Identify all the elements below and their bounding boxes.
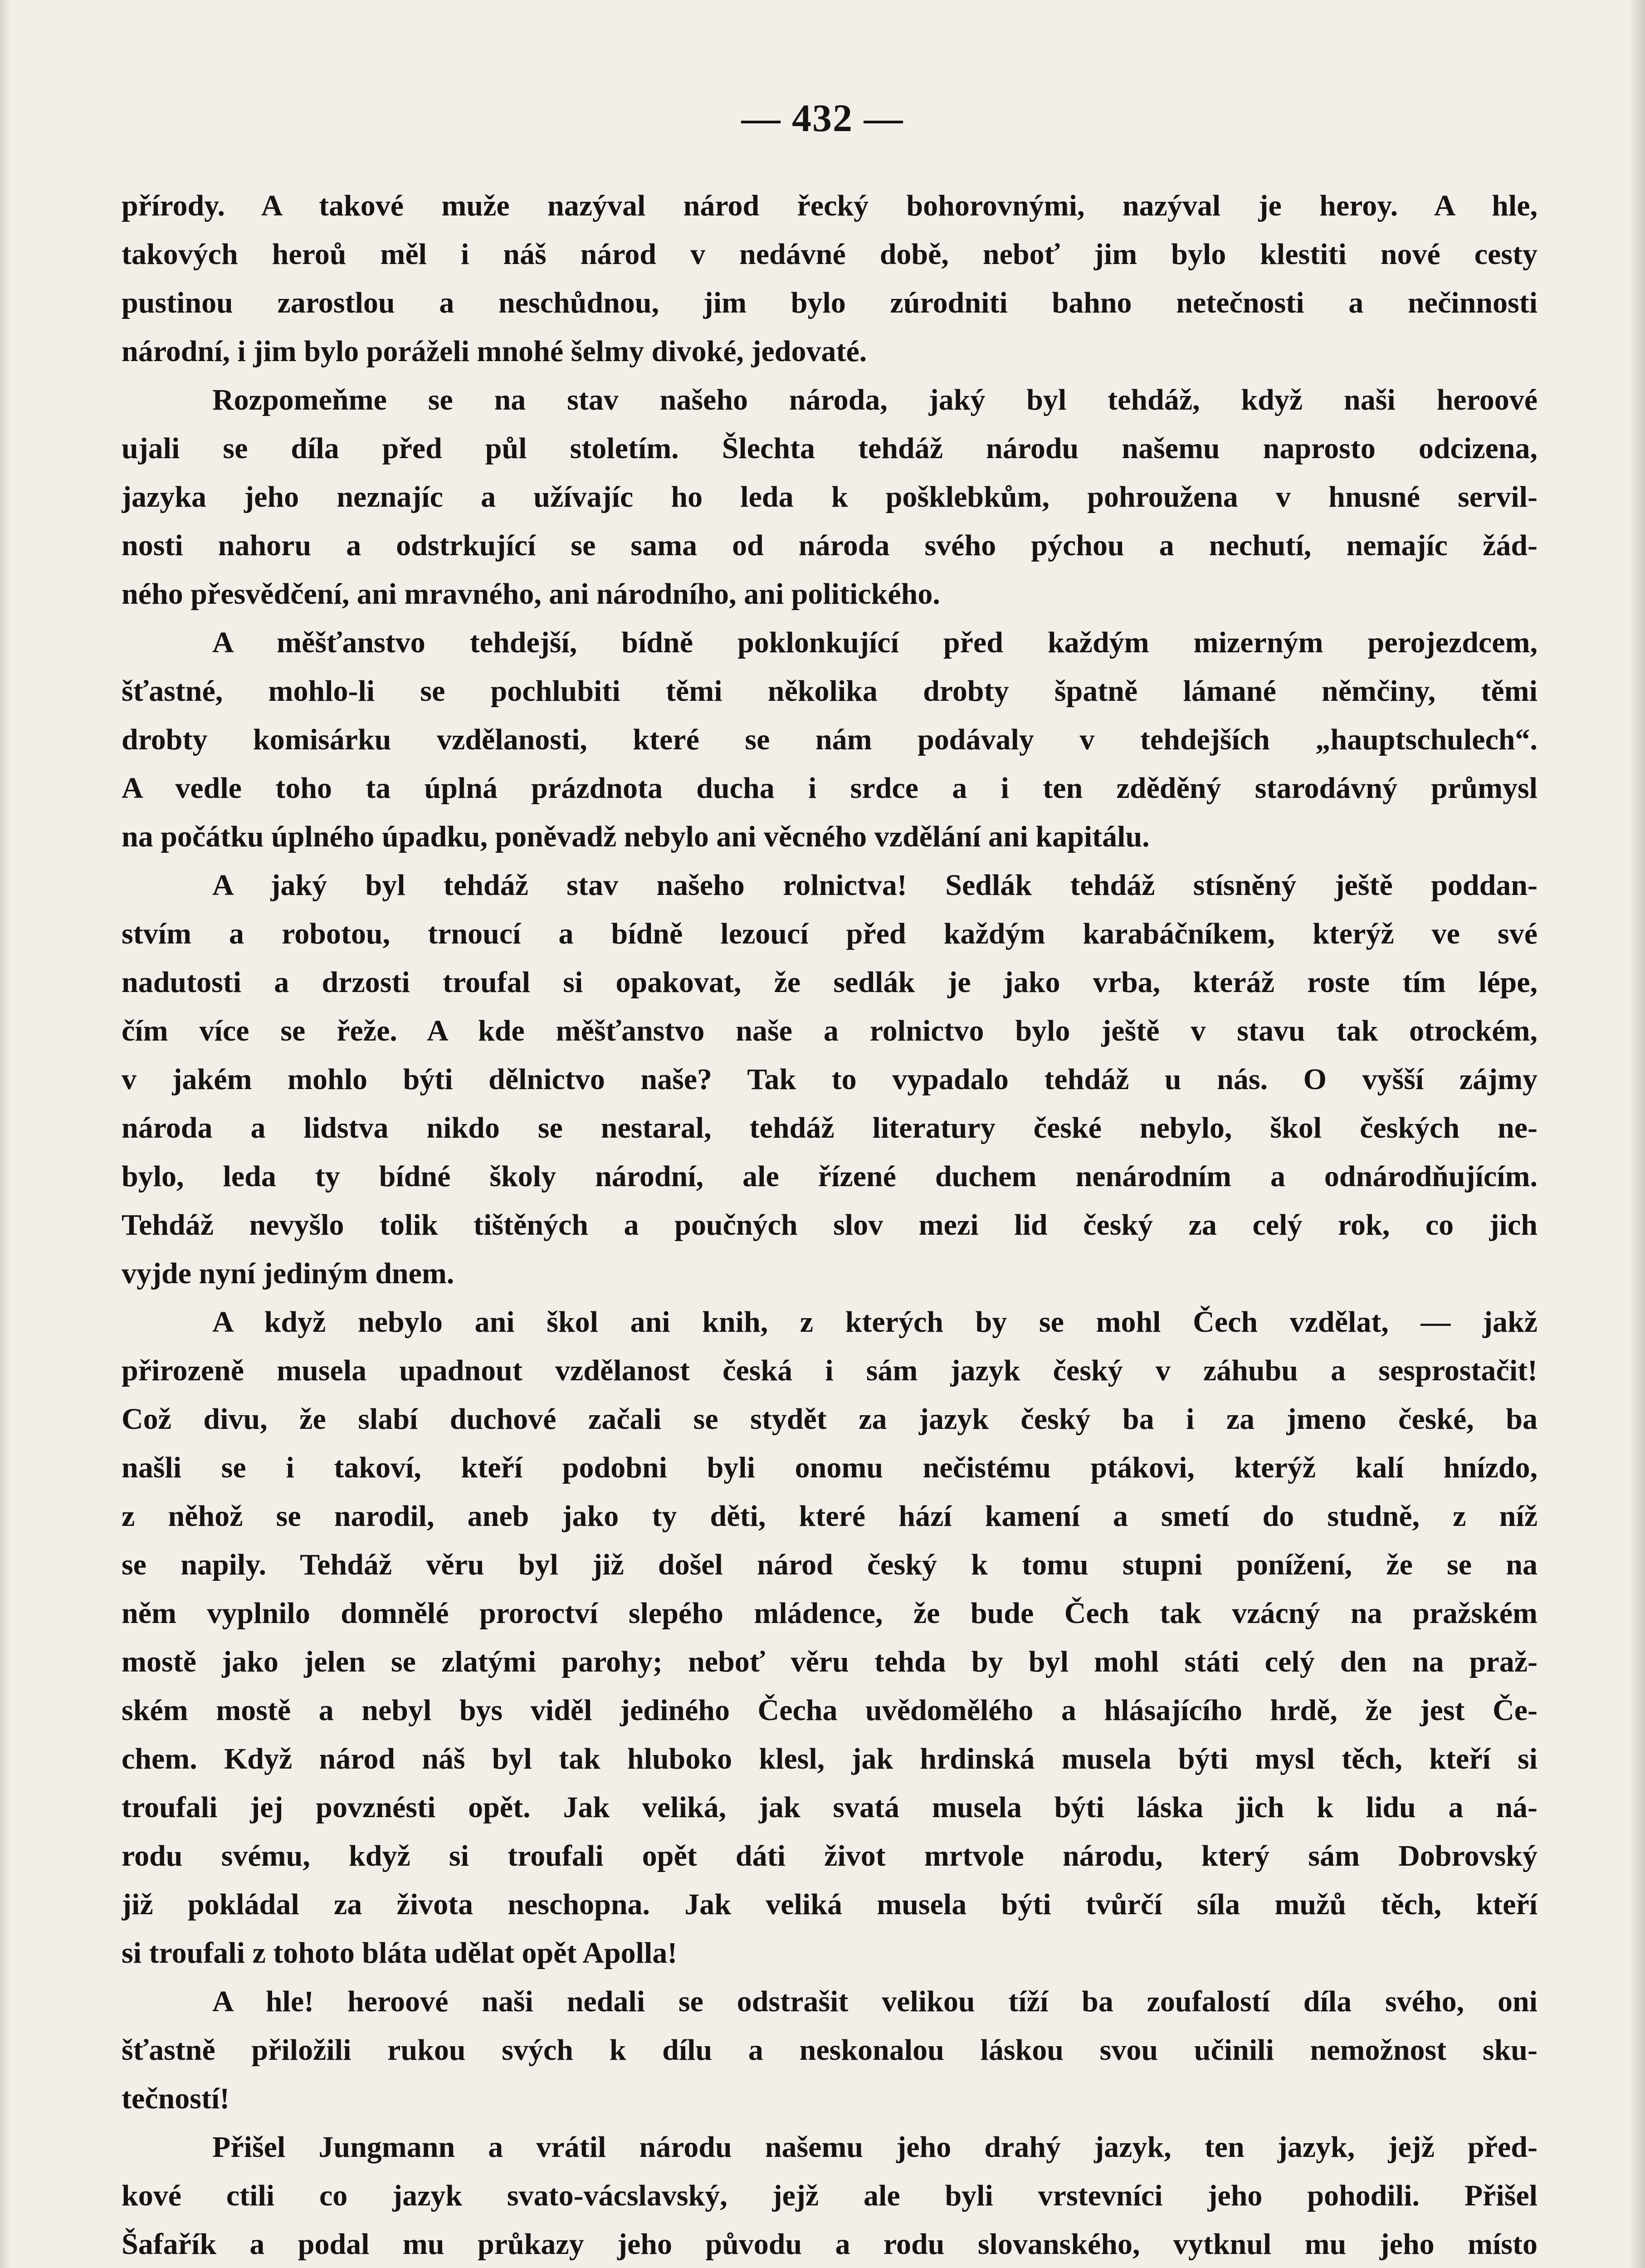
text-line: nosti nahoru a odstrkující se sama od národa svého pýchou a nechutí, nemajíc žád- [122, 529, 1538, 562]
text-line: Rozpomeňme se na stav našeho národa, jaký byl tehdáž, když naši heroové [212, 383, 1538, 416]
text-line: Tehdáž nevyšlo tolik tištěných a poučných slov mezi lid český za celý rok, co jich [122, 1208, 1538, 1242]
text-line: přírody. A takové muže nazýval národ řecký bohorovnými, nazýval je heroy. A hle, [122, 189, 1538, 222]
page-right-edge-shadow [1629, 0, 1645, 2268]
text-line: v jakém mohlo býti dělnictvo naše? Tak to vypadalo tehdáž u nás. O vyšší zájmy [122, 1063, 1538, 1096]
text-line: ného přesvědčení, ani mravného, ani národního, ani politického. [122, 577, 940, 611]
text-line: A vedle toho ta úplná prázdnota ducha i srdce a i ten zděděný starodávný průmysl [122, 772, 1538, 805]
page-left-edge-shadow [0, 0, 11, 2268]
text-line: se napily. Tehdáž věru byl již došel národ český k tomu stupni ponížení, že se na [122, 1548, 1538, 1581]
text-line: chem. Když národ náš byl tak hluboko klesl, jak hrdinská musela býti mysl těch, kteří si [122, 1742, 1538, 1775]
paragraph [122, 861, 1538, 1298]
text-line: nadutosti a drzosti troufal si opakovat, že sedlák je jako vrba, kteráž roste tím lépe, [122, 966, 1538, 999]
text-line: kové ctili co jazyk svato-vácslavský, jejž ale byli vrstevníci jeho pohodili. Přišel [122, 2179, 1538, 2212]
text-line: jazyka jeho neznajíc a užívajíc ho leda k pošklebkům, pohroužena v hnusné servil- [122, 480, 1538, 513]
paragraph [122, 181, 1538, 376]
text-line: z něhož se narodil, aneb jako ty děti, které hází kamení a smetí do studně, z níž [122, 1500, 1538, 1533]
page-number: — 432 — [741, 96, 904, 140]
paragraph [122, 376, 1538, 618]
text-line: národní, i jim bylo poráželi mnohé šelmy divoké, jedovaté. [122, 335, 867, 368]
text-line: čím více se řeže. A kde měšťanstvo naše a rolnictvo bylo ještě v stavu tak otrockém, [122, 1014, 1538, 1047]
body-text [122, 181, 1538, 2268]
text-line: vyjde nyní jediným dnem. [122, 1257, 454, 1290]
text-line: rodu svému, když si troufali opět dáti život mrtvole národu, který sám Dobrovský [122, 1839, 1538, 1872]
text-line: Šafařík a podal mu průkazy jeho původu a rodu slovanského, vytknul mu jeho místo [122, 2228, 1538, 2261]
paragraph [122, 1977, 1538, 2123]
text-line: mostě jako jelen se zlatými parohy; neboť věru tehda by byl mohl státi celý den na praž- [122, 1645, 1538, 1678]
text-line: pustinou zarostlou a neschůdnou, jim bylo zúrodniti bahno netečnosti a nečinnosti [122, 286, 1538, 319]
text-line: A jaký byl tehdáž stav našeho rolnictva! Sedlák tehdáž stísněný ještě poddan- [212, 869, 1538, 902]
text-line: Což divu, že slabí duchové začali se stydět za jazyk český ba i za jmeno české, ba [122, 1403, 1538, 1436]
paragraph [122, 618, 1538, 861]
paragraph [122, 1298, 1538, 1977]
text-line: tečností! [122, 2082, 230, 2115]
text-line: Přišel Jungmann a vrátil národu našemu jeho drahý jazyk, ten jazyk, jejž před- [212, 2131, 1538, 2164]
text-line: troufali jej povznésti opět. Jak veliká, jak svatá musela býti láska jich k lidu a ná- [122, 1791, 1538, 1824]
paragraph [122, 2123, 1538, 2268]
text-line: takových heroů měl i náš národ v nedávné době, neboť jim bylo klestiti nové cesty [122, 238, 1538, 271]
text-line: šťastné, mohlo-li se pochlubiti těmi několika drobty špatně lámané němčiny, těmi [122, 675, 1538, 708]
text-line: národa a lidstva nikdo se nestaral, tehdáž literatury české nebylo, škol českých ne- [122, 1111, 1538, 1144]
text-line: něm vyplnilo domnělé proroctví slepého mládence, že bude Čech tak vzácný na pražském [122, 1597, 1538, 1630]
text-line: A hle! heroové naši nedali se odstrašit velikou tíží ba zoufalostí díla svého, oni [212, 1985, 1538, 2018]
text-line: bylo, leda ty bídné školy národní, ale řízené duchem nenárodním a odnárodňujícím. [122, 1160, 1538, 1193]
text-line: našli se i takoví, kteří podobni byli onomu nečistému ptákovi, kterýž kalí hnízdo, [122, 1451, 1538, 1484]
text-line: ujali se díla před půl stoletím. Šlechta tehdáž národu našemu naprosto odcizena, [122, 432, 1538, 465]
text-line: stvím a robotou, trnoucí a bídně lezoucí před každým karabáčníkem, kterýž ve své [122, 917, 1538, 950]
text-line: A když nebylo ani škol ani knih, z kterých by se mohl Čech vzdělat, — jakž [212, 1305, 1538, 1339]
text-line: drobty komisárku vzdělanosti, které se nám podávaly v tehdejších „hauptschulech“. [122, 723, 1538, 756]
text-line: A měšťanstvo tehdejší, bídně poklonkující před každým mizerným perojezdcem, [212, 626, 1538, 659]
text-line: šťastně přiložili rukou svých k dílu a neskonalou láskou svou učinili nemožnost sku- [122, 2033, 1538, 2067]
text-line: si troufali z tohoto bláta udělat opět Apolla! [122, 1936, 678, 1970]
text-line: přirozeně musela upadnout vzdělanost česká i sám jazyk český v záhubu a sesprostačit! [122, 1354, 1538, 1387]
text-line: na počátku úplného úpadku, poněvadž nebylo ani věcného vzdělání ani kapitálu. [122, 820, 1150, 853]
text-line: ském mostě a nebyl bys viděl jediného Čecha uvědomělého a hlásajícího hrdě, že jest Če- [122, 1694, 1538, 1727]
text-line: již pokládal za života neschopna. Jak veliká musela býti tvůrčí síla mužů těch, kteří [122, 1888, 1538, 1921]
